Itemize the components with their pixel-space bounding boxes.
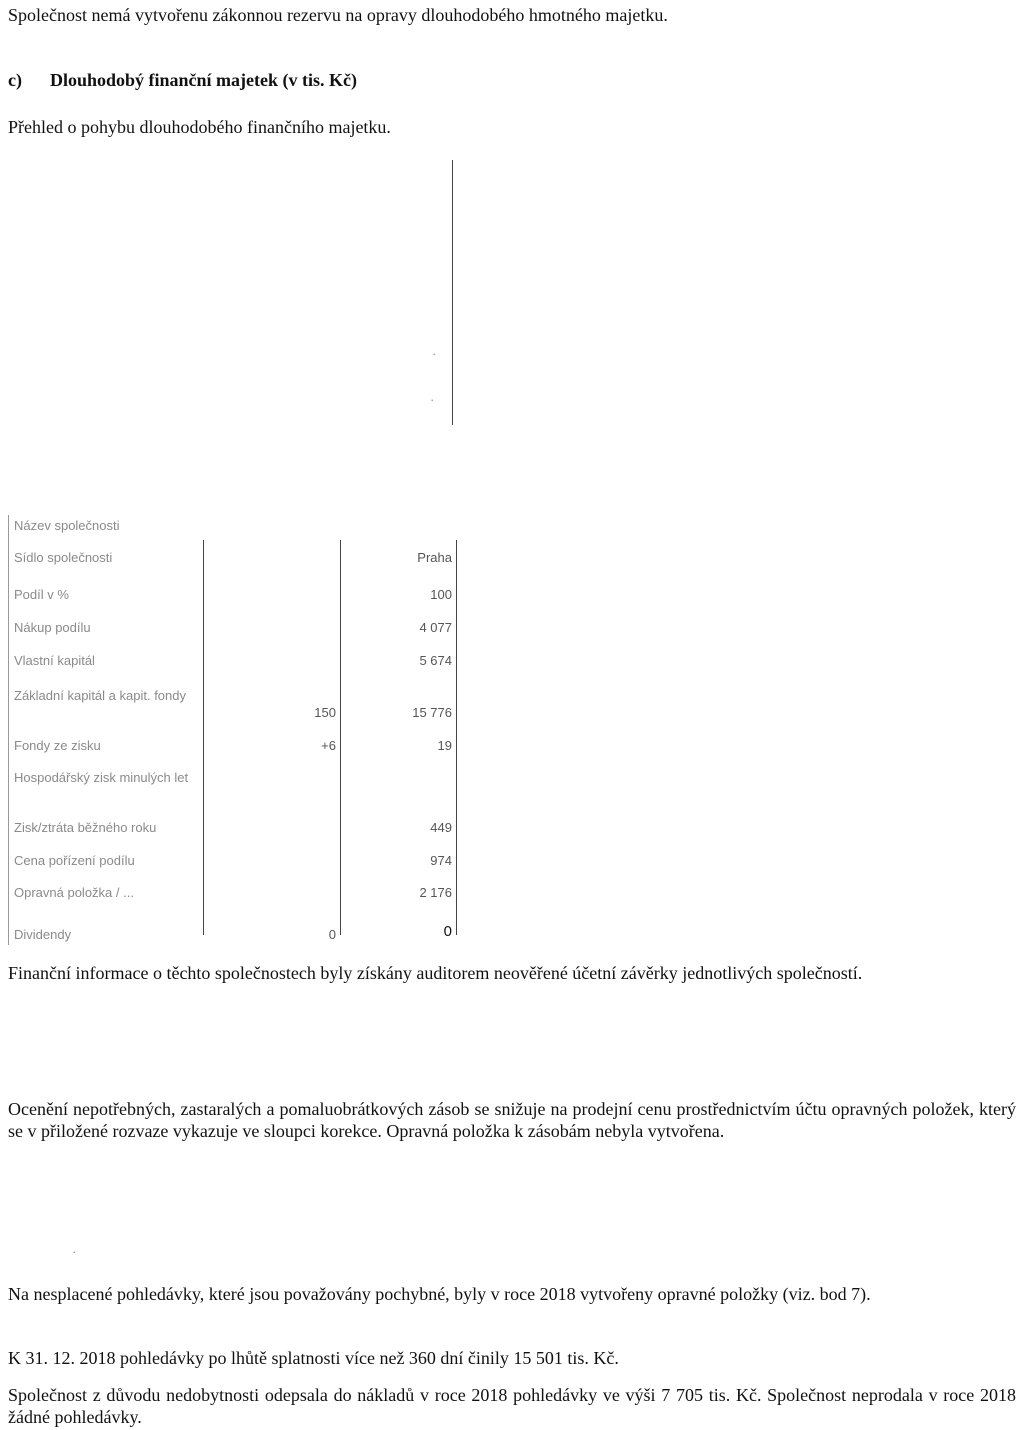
table-cell: 4 077 [419,620,452,635]
table-row-label: Název společnosti [14,518,120,533]
inventory-text: Ocenění nepotřebných, zastaralých a pomaluobrátkových zásob se snižuje na prodejní cenu prostřednictvím účtu opravných položek, který se v přiložené rozvaze vykazuje ve sloupci korekce. Opravná položka k zásobám nebyla vytvořena. [8,1099,1016,1141]
table-column-divider [340,540,341,935]
table-cell: 974 [430,853,452,868]
table-cell: Praha [417,550,452,565]
table-row-label: Opravná položka / ... [14,885,134,900]
table-cell: +6 [321,738,336,753]
table-row-label: Podíl v % [14,587,69,602]
table-cell: 2 176 [419,885,452,900]
table-cell: 150 [314,705,336,720]
table-cell: 0 [328,927,336,942]
table-border-left [8,515,9,945]
faint-mark: · [432,346,437,361]
receivables-text: Na nesplacené pohledávky, které jsou považovány pochybné, byly v roce 2018 vytvořeny opravné položky (viz. bod 7). [8,1284,871,1304]
table-border-top [452,160,453,425]
table-cell: 0 [443,923,452,940]
table-column-divider [203,540,204,935]
table-row-label: Vlastní kapitál [14,653,95,668]
table-row-label: Dividendy [14,927,72,942]
table-row-label: Nákup podílu [14,620,91,635]
table-row-label: Zisk/ztráta běžného roku [14,820,157,835]
table-row-label: Sídlo společnosti [14,550,113,565]
faint-mark: · [430,392,435,407]
written-off-text: Společnost z důvodu nedobytnosti odepsala do nákladů v roce 2018 pohledávky ve výši 7 705 tis. Kč. Společnost neprodala v roce 2018 žádné pohledávky. [8,1385,1016,1427]
table-row-label: Hospodářský zisk minulých let [14,770,189,785]
overdue-text: K 31. 12. 2018 pohledávky po lhůtě splatnosti více než 360 dní činily 15 501 tis. Kč. [8,1348,619,1368]
table-cell: 5 674 [419,653,452,668]
table-border-right [456,540,457,935]
section-title: Dlouhodobý finanční majetek (v tis. Kč) [50,70,358,90]
stray-mark: · [72,1244,77,1259]
section-marker: c) [8,70,22,90]
financial-info-text: Finanční informace o těchto společnostech byly získány auditorem neověřené účetní závěrky jednotlivých společností. [8,963,863,983]
table-cell: 100 [430,587,452,602]
table-row-label: Fondy ze zisku [14,738,101,753]
table-row-label: Cena pořízení podílu [14,853,135,868]
table-row-label: Základní kapitál a kapit. fondy [14,688,186,703]
table-cell: 15 776 [412,705,452,720]
table-cell: 449 [430,820,452,835]
table-cell: 19 [437,738,452,753]
overview-text: Přehled o pohybu dlouhodobého finančního majetku. [8,117,391,137]
paragraph-reserve: Společnost nemá vytvořenu zákonnou rezervu na opravy dlouhodobého hmotného majetku. [8,5,668,25]
